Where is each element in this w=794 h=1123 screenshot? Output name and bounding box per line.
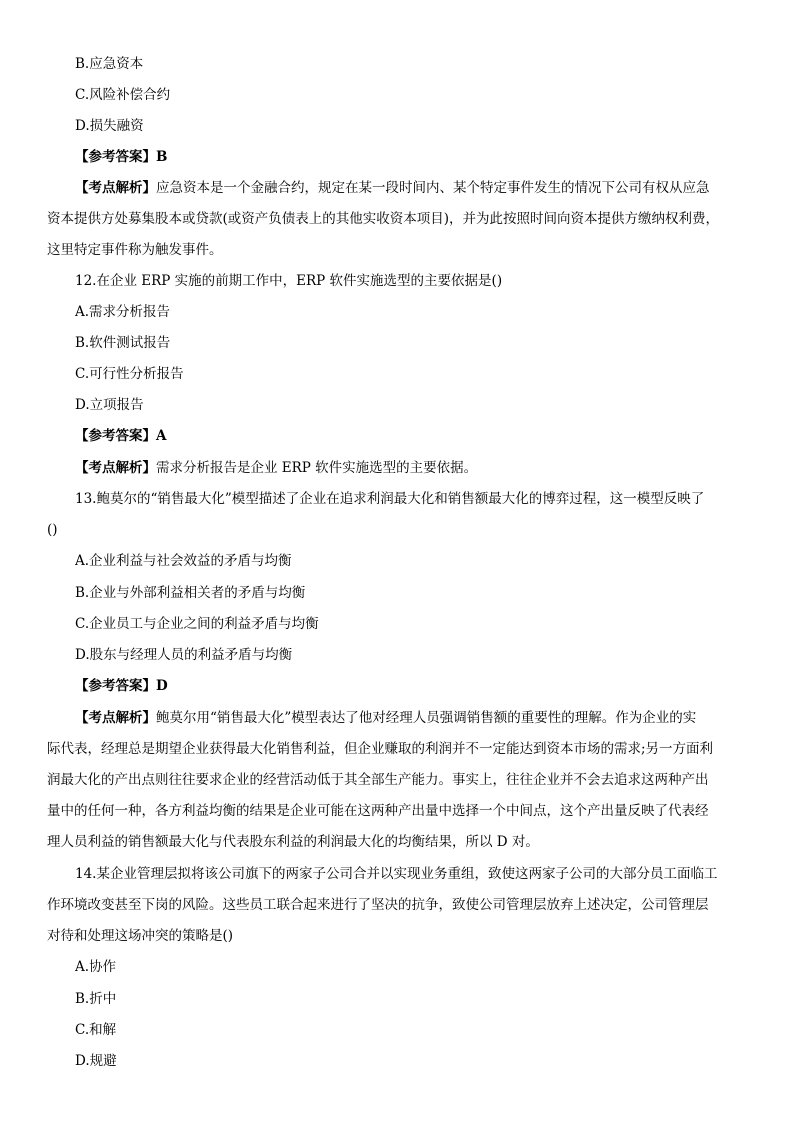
q13-analysis-line-1 [75, 705, 794, 731]
analysis-text: 鲍莫尔用“销售最大化”模型表达了他对经理人员强调销售额的重要性的理解。作为企业的实 [156, 710, 697, 726]
q12-option-b: B.软件测试报告 [75, 335, 171, 351]
analysis-text: 需求分析报告是企业 ERP 软件实施选型的主要依据。 [156, 460, 478, 476]
q13-option-b: B.企业与外部利益相关者的矛盾与均衡 [75, 585, 306, 601]
answer-label: 【参考答案】 [75, 678, 156, 694]
q12-option-d: D.立项报告 [75, 397, 144, 413]
q12-option-a: A.需求分析报告 [75, 304, 171, 320]
q14-option-b: B.折中 [75, 991, 117, 1007]
q13-answer [75, 673, 794, 699]
q13-stem-line-1: 13.鲍莫尔的“销售最大化”模型描述了企业在追求利润最大化和销售额最大化的博弈过程，这一模型反映了 [75, 491, 705, 507]
answer-value: B [156, 149, 168, 165]
analysis-label: 【考点解析】 [75, 180, 156, 196]
answer-label: 【参考答案】 [75, 428, 156, 444]
answer-value: D [156, 678, 168, 694]
q14-option-d: D.规避 [75, 1053, 117, 1069]
q13-analysis-line-4: 量中的任何一种，各方利益均衡的结果是企业可能在这两种产出量中选择一个中间点，这个产出量反映了代表经 [47, 803, 709, 819]
answer-value: A [156, 428, 167, 444]
analysis-label: 【考点解析】 [75, 460, 156, 476]
q12-analysis [75, 455, 794, 481]
q11-option-c: C.风险补偿合约 [75, 87, 171, 103]
q11-option-d: D.损失融资 [75, 118, 144, 134]
analysis-text: 应急资本是一个金融合约，规定在某一段时间内、某个特定事件发生的情况下公司有权从应急 [156, 180, 710, 196]
q12-option-c: C.可行性分析报告 [75, 366, 184, 382]
q13-option-a: A.企业利益与社会效益的矛盾与均衡 [75, 553, 292, 569]
q13-analysis-line-3: 润最大化的产出点则往往要求企业的经营活动低于其全部生产能力。事实上，往往企业并不会去追求这两种产出 [47, 772, 709, 788]
q12-stem: 12.在企业 ERP 实施的前期工作中，ERP 软件实施选型的主要依据是() [75, 273, 503, 289]
q14-option-a: A.协作 [75, 959, 117, 975]
q14-stem-line-1: 14.某企业管理层拟将该公司旗下的两家子公司合并以实现业务重组，致使这两家子公司的大部分员工面临工 [75, 866, 718, 882]
q11-analysis-line-3: 这里特定事件称为触发事件。 [47, 242, 223, 258]
q11-answer [75, 144, 794, 170]
q13-option-d: D.股东与经理人员的利益矛盾与均衡 [75, 647, 293, 663]
answer-label: 【参考答案】 [75, 149, 156, 165]
q14-option-c: C.和解 [75, 1022, 117, 1038]
q11-analysis-line-1 [75, 175, 794, 201]
q11-option-b: B.应急资本 [75, 56, 144, 72]
q14-stem-line-2: 作环境改变甚至下岗的风险。这些员工联合起来进行了坚决的抗争，致使公司管理层放弃上述决定，公司管理层 [47, 897, 709, 913]
q13-stem-line-2: () [47, 522, 58, 538]
q11-analysis-line-2: 资本提供方处募集股本或贷款(或资产负债表上的其他实收资本项目)，并为此按照时间向资本提供方缴纳权利费， [47, 211, 720, 227]
q13-analysis-line-5: 理人员利益的销售额最大化与代表股东利益的利润最大化的均衡结果，所以 D 对。 [47, 834, 539, 850]
q14-stem-line-3: 对待和处理这场冲突的策略是() [47, 928, 234, 944]
analysis-label: 【考点解析】 [75, 710, 156, 726]
q13-option-c: C.企业员工与企业之间的利益矛盾与均衡 [75, 616, 319, 632]
q13-analysis-line-2: 际代表，经理总是期望企业获得最大化销售利益，但企业赚取的利润并不一定能达到资本市场的需求;另一方面利 [47, 741, 714, 757]
q12-answer [75, 423, 794, 449]
